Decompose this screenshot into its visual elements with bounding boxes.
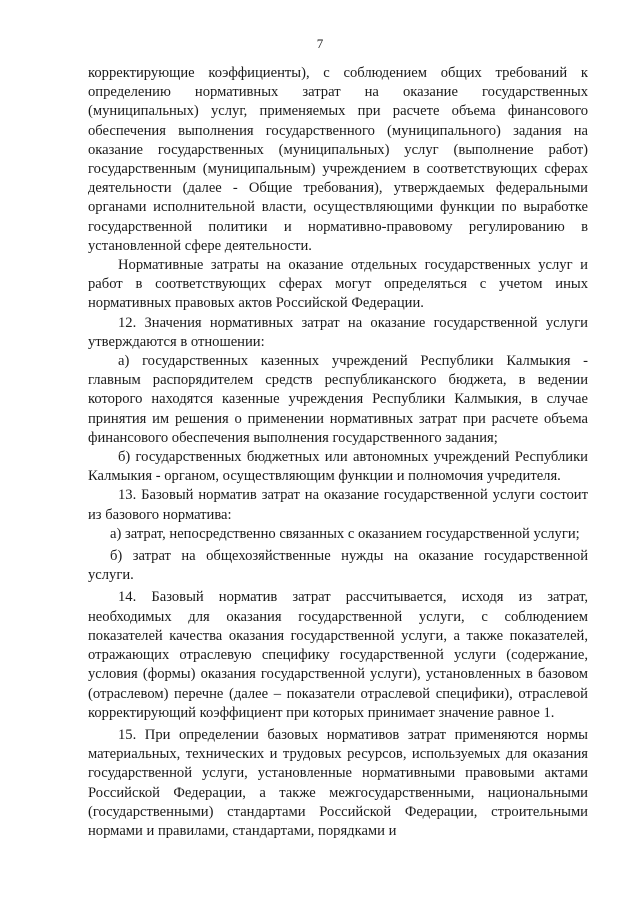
document-body (88, 64, 588, 841)
paragraph-14: 14. Базовый норматив затрат рассчитывается, исходя из затрат, необходимых для оказания государственной услуги, с соблюдением показателей качества оказания государственной услуги, а также показателей, отражающих отраслевую специфику государственной услуги (содержание, условия (формы) оказания государственной услуги), установленных в базовом (отраслевом) перечне (далее – показатели отраслевой специфики), отраслевой корректирующий коэффициент при которых принимает значение равное 1. (88, 589, 588, 721)
paragraph-continuation: корректирующие коэффициенты), с соблюдением общих требований к определению нормативных затрат на оказание государственных (муниципальных) услуг, применяемых при расчете объема финансового обеспечения выполнения государственного (муниципального) задания на оказание государственных (муниципальных) услуг (выполнение работ) государственным (муниципальным) учреждением в соответствующих сферах деятельности (далее - Общие требования), утверждаемых федеральными органами исполнительной власти, осуществляющими функции по выработке государственной политики и нормативно-правовому регулированию в установленной сфере деятельности. (88, 65, 588, 254)
page-number: 7 (316, 36, 324, 51)
paragraph-13a: а) затрат, непосредственно связанных с оказанием государственной услуги; (110, 525, 580, 542)
paragraph-15: 15. При определении базовых нормативов затрат применяются нормы материальных, технических и трудовых ресурсов, используемых для оказания государственной услуги, установленные нормативными правовыми актами Российской Федерации, а также межгосударственными, национальными (государственными) стандартами Российской Федерации, строительными нормами и правилами, стандартами, порядками и (88, 726, 588, 839)
paragraph-normative-costs: Нормативные затраты на оказание отдельных государственных услуг и работ в соответствующих сферах могут определяться с учетом иных нормативных правовых актов Российской Федерации. (88, 257, 588, 312)
paragraph-12: 12. Значения нормативных затрат на оказание государственной услуги утверждаются в отношении: (88, 314, 588, 350)
paragraph-13: 13. Базовый норматив затрат на оказание государственной услуги состоит из базового норматива: (88, 487, 588, 523)
paragraph-13b: б) затрат на общехозяйственные нужды на оказание государственной услуги. (88, 548, 588, 584)
paragraph-12a: а) государственных казенных учреждений Республики Калмыкия - главным распорядителем средств республиканского бюджета, в ведении которого находятся казенные учреждения Республики Калмыкия, в случае принятия им решения о применении нормативных затрат при расчете объема финансового обеспечения выполнения государственного задания; (88, 353, 588, 446)
paragraph-12b: б) государственных бюджетных или автономных учреждений Республики Калмыкия - органом, осуществляющим функции и полномочия учредителя. (88, 449, 588, 485)
